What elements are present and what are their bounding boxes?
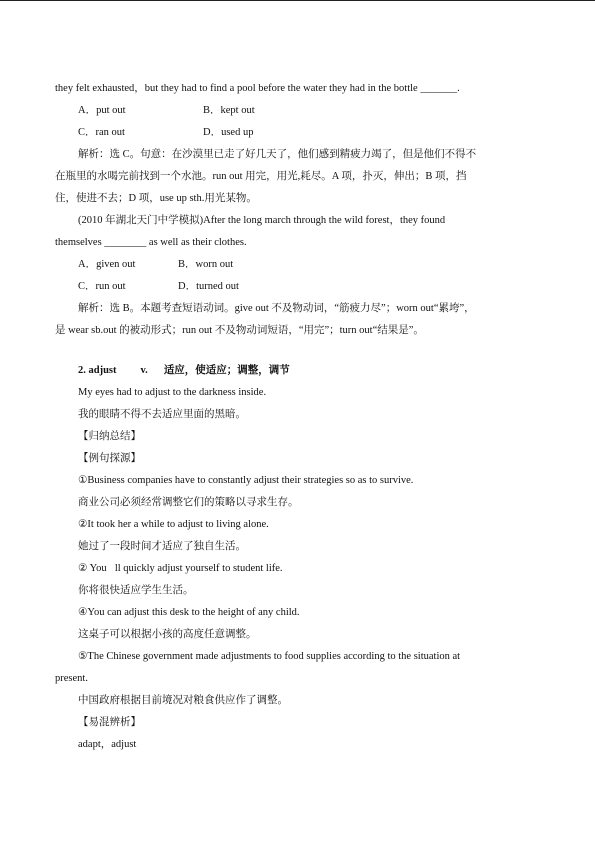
- example-zh: 她过了一段时间才适应了独自生活。: [78, 541, 246, 552]
- option-a: A．put out: [78, 105, 126, 116]
- example-en: ② You ll quickly adjust yourself to student life.: [78, 563, 283, 574]
- option-c: C．ran out: [78, 127, 125, 138]
- question-1-options-row-2: [55, 122, 542, 144]
- entry-meaning: 适应，使适应；调整，调节: [163, 365, 290, 376]
- example-5-line-1: ⑤The Chinese government made adjustments to food supplies according to the situation at: [78, 651, 461, 662]
- example-zh: 商业公司必须经常调整它们的策略以寻求生存。: [78, 497, 299, 508]
- question-2-explanation-line: 解析：选 B。本题考查短语动词。give out 不及物动词，“筋疲力尽”；worn out“累垮”，: [78, 303, 475, 314]
- entry-heading: [55, 360, 542, 382]
- question-1-options-row-1: [55, 100, 542, 122]
- example-5-zh: 中国政府根据目前境况对粮食供应作了调整。: [78, 695, 288, 706]
- question-1-explanation-line: 解析：选 C。句意：在沙漠里已走了好几天了，他们感到精疲力竭了，但是他们不得不: [78, 149, 477, 160]
- question-1-stem-tail: they felt exhausted，but they had to find a pool before the water they had in the bottle _______.: [55, 83, 460, 94]
- example-en: ④You can adjust this desk to the height of any child.: [78, 607, 300, 618]
- confuse-words: adapt，adjust: [78, 739, 137, 750]
- option-c: C．run out: [78, 281, 126, 292]
- question-2-stem-line: themselves ________ as well as their clothes.: [55, 237, 247, 248]
- example-en: ①Business companies have to constantly adjust their strategies so as to survive.: [78, 475, 414, 486]
- example-sentence-en: My eyes had to adjust to the darkness inside.: [78, 387, 267, 398]
- option-b: B．kept out: [203, 105, 255, 116]
- option-d: D．turned out: [178, 281, 239, 292]
- entry-part-of-speech: v.: [140, 365, 148, 376]
- example-sentence-zh: 我的眼睛不得不去适应里面的黑暗。: [78, 409, 246, 420]
- example-5-line-2: present.: [55, 673, 88, 684]
- document-page: [55, 78, 542, 756]
- option-d: D．used up: [203, 127, 254, 138]
- section-confuse-heading: 【易混辨析】: [78, 717, 141, 728]
- option-a: A．given out: [78, 259, 136, 270]
- entry-word: 2. adjust: [78, 365, 117, 376]
- section-gap: [55, 342, 542, 360]
- question-2-stem-line: (2010 年湖北天门中学模拟)After the long march through the wild forest，they found: [78, 215, 446, 226]
- section-summary-heading: 【归纳总结】: [78, 431, 141, 442]
- option-b: B．worn out: [178, 259, 234, 270]
- top-rule: [0, 0, 595, 1]
- section-examples-heading: 【例句探源】: [78, 453, 141, 464]
- question-2-options-row-2: [55, 276, 542, 298]
- question-1-explanation-line: 住，使进不去；D 项，use up sth.用光某物。: [55, 193, 257, 204]
- example-zh: 你将很快适应学生生活。: [78, 585, 194, 596]
- question-1-explanation-line: 在瓶里的水喝完前找到一个水池。run out 用完，用光,耗尽。A 项，扑灭，伸出；B 项，挡: [55, 171, 467, 182]
- example-zh: 这桌子可以根据小孩的高度任意调整。: [78, 629, 257, 640]
- question-2-explanation-line: 是 wear sb.out 的被动形式；run out 不及物动词短语，“用完”；turn out“结果是”。: [55, 325, 424, 336]
- question-2-options-row-1: [55, 254, 542, 276]
- example-en: ②It took her a while to adjust to living alone.: [78, 519, 269, 530]
